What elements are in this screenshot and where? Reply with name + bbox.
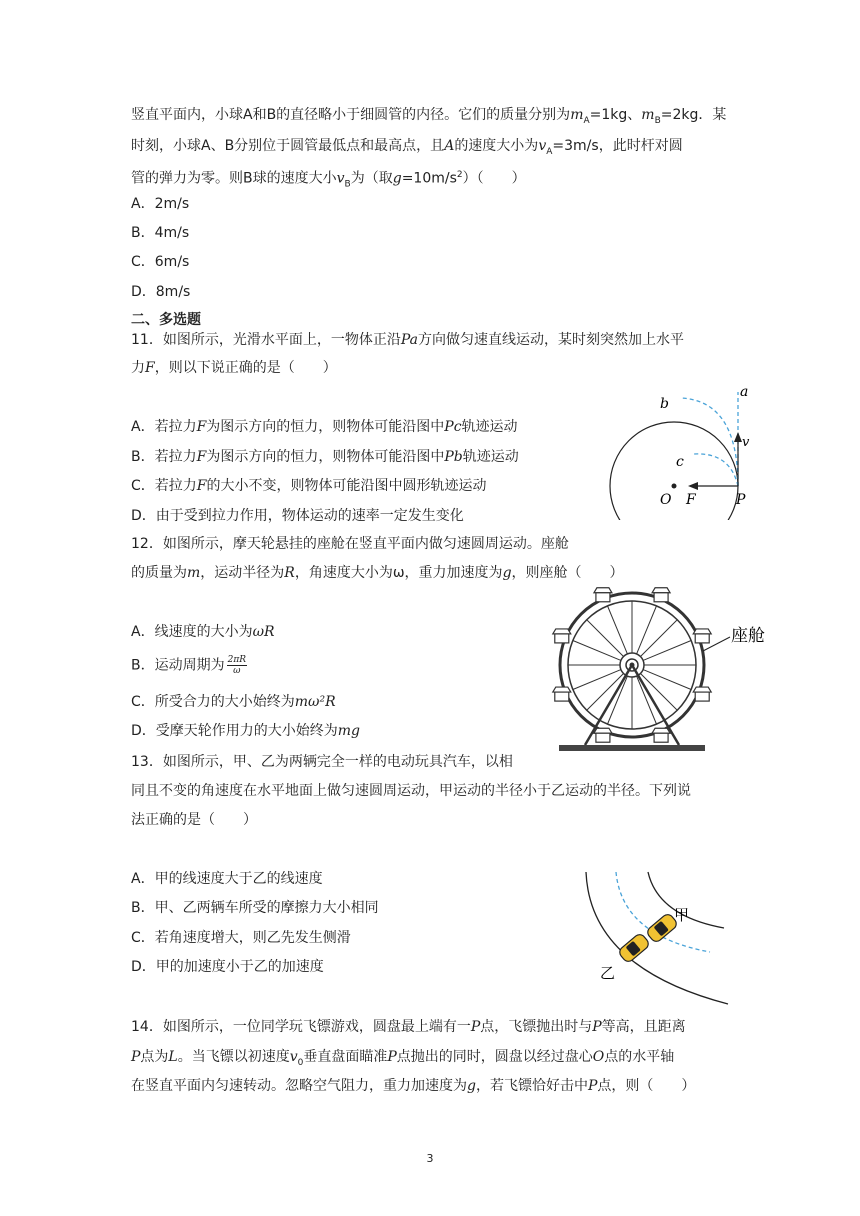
velocity-arrowhead: [734, 432, 742, 442]
subscript: A: [546, 146, 553, 157]
q11-option-c: [131, 476, 487, 496]
label-jia: 甲: [674, 906, 690, 924]
cabin: [553, 687, 571, 701]
denominator: ω: [233, 666, 241, 676]
symbol: R: [284, 565, 295, 581]
center-point: [672, 484, 677, 489]
q14-text: 等高，且距离: [601, 1019, 686, 1035]
q12-text: ，角速度大小为ω，重力加速度为: [294, 565, 503, 581]
wheel-spoke: [573, 670, 621, 690]
q14-text: 点抛出的同时，圆盘以经过盘心: [396, 1049, 593, 1065]
option-text: C．所受合力的大小始终为: [131, 694, 295, 710]
symbol: F: [196, 419, 207, 435]
q14-text: 。当飞镖以初速度: [177, 1049, 290, 1065]
q12-option-c: [131, 692, 336, 712]
car-yi: [617, 932, 650, 964]
q10-text: 的速度大小为: [454, 138, 539, 154]
option-text: A．若拉力: [131, 419, 197, 435]
page-number: 3: [426, 1152, 434, 1165]
subscript: 0: [297, 1057, 304, 1068]
symbol: P: [131, 1049, 141, 1065]
formula: ωR: [252, 624, 275, 640]
velocity-symbol: v: [538, 138, 547, 154]
formula: mω²R: [294, 694, 336, 710]
q10-option-c: C．6m/s: [131, 254, 190, 270]
trajectory-b: [680, 398, 738, 486]
option-text: B．若拉力: [131, 449, 197, 465]
q14-text: 点的水平轴: [604, 1049, 675, 1065]
symbol: Pb: [444, 449, 463, 465]
q13-option-c: C．若角速度增大，则乙先发生侧滑: [131, 930, 351, 946]
symbol: Pc: [444, 419, 462, 435]
q12-line-1: 12．如图所示，摩天轮悬挂的座舱在竖直平面内做匀速圆周运动。座舱: [131, 536, 569, 552]
option-text: D．受摩天轮作用力的大小始终为: [131, 723, 338, 739]
q13-line-2: 同且不变的角速度在水平地面上做匀速圆周运动，甲运动的半径小于乙运动的半径。下列说: [131, 783, 691, 799]
option-text: B．运动周期为: [131, 657, 225, 674]
mass-value: =1kg、: [589, 107, 642, 123]
wheel-spoke: [637, 606, 657, 654]
label-v: v: [742, 435, 750, 450]
base: [559, 745, 705, 751]
q10-line-3: [131, 165, 526, 194]
q10-option-d: D．8m/s: [131, 284, 191, 300]
wheel-spoke: [587, 673, 624, 710]
symbol: P: [592, 1019, 602, 1035]
formula: mg: [337, 723, 361, 739]
q13-line-1: 13．如图所示，甲、乙为两辆完全一样的电动玩具汽车，以相: [131, 754, 513, 770]
subscript: B: [344, 179, 351, 190]
symbol: F: [145, 360, 155, 376]
q10-text: 为（取: [350, 170, 393, 187]
label-a: a: [740, 384, 749, 400]
q10-text: 时刻，小球A、B分别位于圆管最低点和最高点，且: [131, 138, 445, 154]
q11-figure: [600, 380, 770, 520]
q12-option-a: [131, 622, 275, 642]
option-text: A．线速度的大小为: [131, 624, 253, 640]
q11-text: 11．如图所示，光滑水平面上，一物体正沿: [131, 332, 401, 348]
q14-text: ，若飞镖恰好击中: [475, 1078, 588, 1094]
q14-line-2: [131, 1047, 674, 1073]
cabin: [652, 728, 670, 742]
symbol: P: [587, 1078, 598, 1094]
label-b: b: [660, 396, 669, 412]
cabin: [652, 588, 670, 602]
subscript: B: [654, 115, 661, 126]
ferris-wheel-figure: [545, 585, 775, 760]
q11-option-d: D．由于受到拉力作用，物体运动的速率一定发生变化: [131, 508, 464, 524]
mass-value: =2kg．某: [660, 107, 727, 123]
mass-symbol: m: [641, 107, 655, 123]
symbol: v: [289, 1049, 298, 1065]
velocity-symbol: v: [336, 170, 345, 187]
symbol: g: [502, 565, 512, 581]
q11-text: ，则以下说正确的是（ ）: [154, 360, 337, 376]
label-O: O: [660, 492, 672, 508]
symbol: m: [187, 565, 201, 581]
q12-text: ，运动半径为: [200, 565, 285, 581]
cabin: [693, 629, 711, 643]
q10-text: =10m/s: [401, 170, 457, 187]
dashed-track: [616, 872, 710, 952]
wheel-spoke: [643, 641, 691, 661]
cabin: [594, 588, 612, 602]
symbol: A: [444, 138, 455, 154]
option-text: C．若拉力: [131, 478, 197, 494]
symbol: P: [470, 1019, 481, 1035]
q14-text: 14．如图所示，一位同学玩飞镖游戏，圆盘最上端有一: [131, 1019, 471, 1035]
q14-text: 点，则（ ）: [597, 1078, 696, 1094]
option-text: 为图示方向的恒力，则物体可能沿图中: [206, 449, 445, 465]
q12-text: ，则座舱（ ）: [511, 565, 624, 581]
circle-path: [610, 422, 738, 520]
q11-option-a: [131, 417, 518, 437]
symbol: P: [387, 1049, 397, 1065]
q11-line-1: [131, 330, 684, 350]
q13-line-3: 法正确的是（ ）: [131, 812, 257, 828]
q10-option-b: B．4m/s: [131, 225, 190, 241]
wheel-spoke: [640, 673, 677, 710]
q13-option-d: D．甲的加速度小于乙的加速度: [131, 959, 324, 975]
numerator: 2πR: [227, 655, 247, 665]
wheel-spoke: [640, 620, 677, 657]
q10-line-2: [131, 136, 683, 162]
fraction: [227, 655, 247, 676]
label-F: F: [686, 492, 696, 508]
q13-option-a: A．甲的线速度大于乙的线速度: [131, 871, 323, 887]
wheel-spoke: [587, 620, 624, 657]
q10-option-a: A．2m/s: [131, 196, 190, 212]
superscript: 2: [456, 170, 463, 180]
q11-option-b: [131, 447, 519, 467]
symbol: Pa: [400, 332, 418, 348]
q12-text: 的质量为: [131, 565, 187, 581]
force-arrowhead: [688, 482, 698, 490]
q13-option-b: B．甲、乙两辆车所受的摩擦力大小相同: [131, 900, 379, 916]
symbol: L: [168, 1049, 178, 1065]
symbol: g: [392, 170, 402, 187]
q14-text: 垂直盘面瞄准: [303, 1049, 388, 1065]
q10-text: 管的弹力为零。则B球的速度大小: [131, 170, 337, 187]
q14-line-3: [131, 1076, 695, 1096]
subscript: A: [583, 115, 590, 126]
velocity-value: =3m/s，此时杆对圆: [552, 138, 683, 154]
q14-text: 点为: [140, 1049, 169, 1065]
label-yi: 乙: [600, 964, 616, 982]
symbol: F: [196, 478, 207, 494]
q11-line-2: [131, 358, 337, 378]
cabin: [553, 629, 571, 643]
q10-line-1: [131, 105, 726, 131]
symbol: F: [196, 449, 207, 465]
option-text: 轨迹运动: [462, 449, 519, 465]
q14-text: 在竖直平面内匀速转动。忽略空气阻力，重力加速度为: [131, 1078, 467, 1094]
mass-symbol: m: [570, 107, 584, 123]
section-heading: 二、多选题: [131, 312, 201, 328]
cabin: [594, 728, 612, 742]
cabin: [693, 687, 711, 701]
symbol: O: [592, 1049, 605, 1065]
q10-text: 竖直平面内，小球A和B的直径略小于细圆管的内径。它们的质量分别为: [131, 107, 571, 123]
wheel-spoke: [608, 606, 628, 654]
q12-option-b: [131, 655, 247, 676]
wheel-spoke: [573, 641, 621, 661]
wheel-spoke: [643, 670, 691, 690]
q10-text: ）（ ）: [462, 170, 526, 187]
label-P: P: [736, 492, 746, 508]
q14-text: 点，飞镖抛出时与: [480, 1019, 593, 1035]
option-text: 为图示方向的恒力，则物体可能沿图中: [206, 419, 445, 435]
q12-option-d: [131, 721, 360, 741]
symbol: g: [467, 1078, 476, 1094]
q11-text: 力: [131, 360, 145, 376]
q12-line-2: [131, 563, 624, 583]
option-text: 轨迹运动: [461, 419, 518, 435]
q13-figure: [578, 868, 743, 1008]
q11-text: 方向做匀速直线运动，某时刻突然加上水平: [417, 332, 684, 348]
label-c: c: [676, 454, 684, 470]
cabin-label: 座舱: [731, 626, 765, 646]
q14-line-1: [131, 1017, 686, 1037]
option-text: 的大小不变，则物体可能沿图中圆形轨迹运动: [206, 478, 487, 494]
